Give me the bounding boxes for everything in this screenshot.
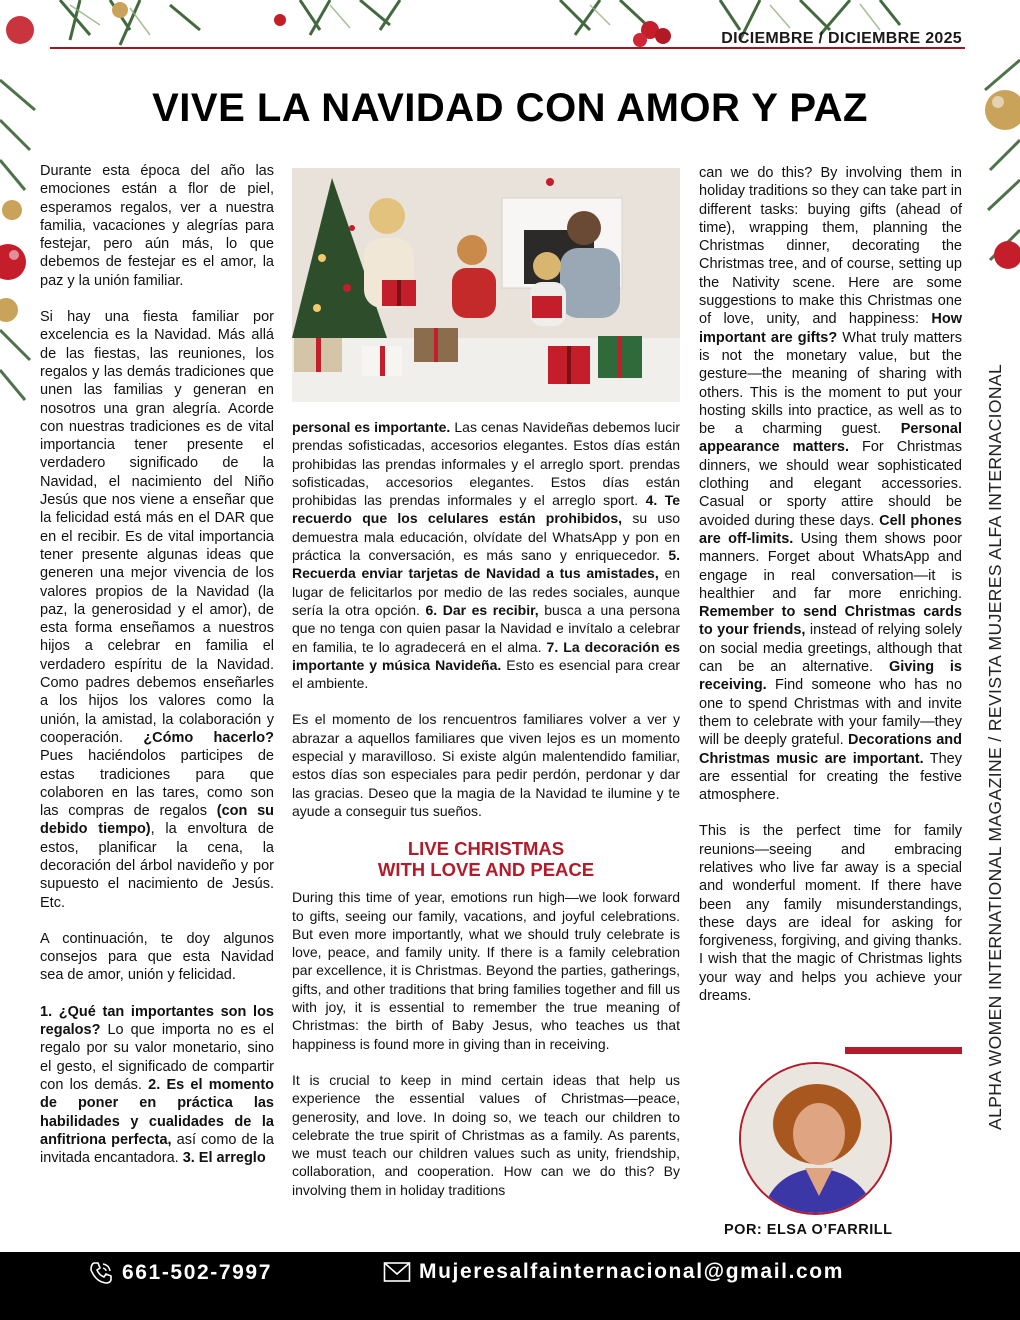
tips-paragraph: can we do this? By involving them in holiday traditions so they can take part in different tasks: buying gifts (ahead of time), wrapping them, planning the Christmas dinner, decorating the Christmas tree, and of course, setting up the Nativity scene. Here are some suggestions to make this Christmas one of love, unity, and happiness: How important are gifts? What truly matters is not the monetary value, but the gesture—the meaning of sharing with others. This is the moment to put your hosting skills into practice, as well as to be a charming guest. Personal appearance matters. For Christmas dinners, we should wear sophisticated clothing and elegant accessories. Casual or sporty attire should be avoided during these days. Cell phones are off-limits. Using them shows poor manners. Forget about WhatsApp and engage in real conversation—it is healthier and far more enriching. Remember to send Christmas cards to your friends, instead of relying solely on social media greetings, although that can be an alternative. Giving is receiving. Find someone who has no one to spend Christmas with and invite them to celebrate with your family—they will be deeply grateful. Decorations and Christmas music are important. They are essential for creating the festive atmosphere. bbox=[699, 165, 963, 804]
column-english-3 bbox=[699, 164, 962, 1023]
envelope-icon bbox=[383, 1261, 411, 1283]
phone-number: 661-502-7997 bbox=[122, 1261, 272, 1284]
issue-date: DICIEMBRE / DICIEMBRE 2025 bbox=[721, 30, 962, 47]
author-byline: POR: ELSA O’FARRILL bbox=[724, 1222, 893, 1238]
column-spanish-1 bbox=[40, 162, 274, 1185]
english-subheading: LIVE CHRISTMAS WITH LOVE AND PEACE bbox=[377, 838, 595, 881]
page-title: VIVE LA NAVIDAD CON AMOR Y PAZ bbox=[152, 86, 868, 130]
paragraph: It is crucial to keep in mind certain ideas that help us experience the essential values of Christmas—peace, generosity, and love. In doing so, we teach our children to celebrate the true spirit of Christmas as a family. As parents, we must teach our children values such as unity, friendship, collaboration, and cooperation. How can we do this? By involving them in holiday traditions bbox=[292, 1071, 680, 1198]
paragraph: This is the perfect time for family reunions—seeing and embracing relatives who live far away is a special and wonderful moment. If there have been any family misunderstandings, these days are ideal for asking for forgiveness, forgiving, and giving thanks. I wish that the magic of Christmas lights your way and helps you achieve your dreams. bbox=[699, 823, 962, 1005]
phone-contact[interactable] bbox=[88, 1260, 272, 1286]
tips-paragraph: 1. ¿Qué tan importantes son los regalos? Lo que importa no es el regalo por su valor monetario, sino el gesto, el significado de compartir con los demás. 2. Es el momento de poner en práctica las habilidades y cualidades de la anfitriona perfecta, así como de la invitada encantadora. 3. El arreglo bbox=[40, 1003, 274, 1167]
tips-paragraph: personal es importante. Las cenas Navideñas debemos lucir prendas sofisticadas, accesorios elegantes. Estos días están prohibidas las prendas informales y el arreglo sport. prendas sofisticadas, accesorios elegantes. Estos días están prohibidas las prendas informales y el arreglo sport. 4. Te recuerdo que los celulares están prohibidos, su uso demuestra mala educación, olvídate del WhatsApp y pon en práctica la conversación, es más sano y enriquecedor. 5. Recuerda enviar tarjetas de Navidad a tus amistades, en lugar de felicitarlos por medio de las redes sociales, aunque sería la otra opción. 6. Dar es recibir, busca a una persona que no tenga con quien pasar la Navidad e invítalo a celebrar en familia, te lo agradecerá en el alma. 7. La decoración es importante y música Navideña. Esto es esencial para crear el ambiente. bbox=[292, 419, 681, 692]
top-rule bbox=[50, 47, 965, 49]
accent-bar bbox=[845, 1047, 962, 1054]
paragraph: Si hay una fiesta familiar por excelencia es la Navidad. Más allá de las fiestas, las reuniones, los regalos y las demás tradiciones que unen las familias y generan en nosotros una gran alegría. Acorde con nuestras tradiciones es de vital importancia tener presente el verdadero significado de la Navidad, el nacimiento del Niño Jesús que nos viene a enseñar que la felicidad está más en el DAR que en el recibir. Es de vital importancia tener presente algunas ideas que generen una mejor vivencia de los valores propios de la Navidad (la paz, la generosidad y el amor), de esta forma enseñamos a nuestros hijos a celebrar en familia el verdadero espíritu de la Navidad. Como padres debemos enseñarles a los hijos los valores como la unión, la amistad, la colaboración y cooperación. ¿Cómo hacerlo? Pues haciéndolos participes de estas tradiciones para que colaboren en las tares, como son las compras de regalos (con su debido tiempo), la envoltura de estos, planificar la cena, la decoración del árbol navideño y por supuesto el nacimiento de Jesús. Etc. bbox=[40, 309, 274, 911]
paragraph: Es el momento de los rencuentros familiares volver a ver y abrazar a aquellos familiares que viven lejos es un momento especial y maravilloso. Si existe algún malentendido familiar, estos días son especiales para pedir perdón, perdonar y dar las gracias. Deseo que la magia de la Navidad te ilumine y te ayude a conseguir tus sueños. bbox=[292, 711, 680, 819]
magazine-vertical-title: ALPHA WOMEN INTERNATIONAL MAGAZINE / REVISTA MUJERES ALFA INTERNACIONAL bbox=[985, 363, 1005, 1130]
author-portrait bbox=[739, 1062, 892, 1215]
email-contact[interactable] bbox=[383, 1260, 844, 1284]
phone-icon bbox=[88, 1260, 114, 1286]
pine-garland-right bbox=[960, 0, 1020, 300]
column-spanish-english-2 bbox=[292, 418, 680, 1217]
email-address: Mujeresalfainternacional@gmail.com bbox=[419, 1260, 844, 1283]
paragraph: A continuación, te doy algunos consejos para que esta Navidad sea de amor, unión y felicidad. bbox=[40, 930, 274, 984]
contact-footer bbox=[0, 1252, 1020, 1320]
family-christmas-photo bbox=[292, 168, 680, 402]
paragraph: Durante esta época del año las emociones están a flor de piel, esperamos regalos, ver a nuestra familia, vacaciones y alegrías para festejar, pero aún más, lo que debemos de festejar es el amor, la paz y la unión familiar. bbox=[40, 163, 274, 289]
paragraph: During this time of year, emotions run high—we look forward to gifts, seeing our family, vacations, and joyful celebrations. But even more importantly, what we should truly celebrate is love, peace, and family unity. If there is a family celebration par excellence, it is Christmas. Beyond the parties, gatherings, gifts, and other traditions that bring families together and fill us with joy, it is essential to remember the true meaning of Christmas: the birth of Baby Jesus, who teaches us that happiness is found more in giving than in receiving. bbox=[292, 889, 680, 1052]
